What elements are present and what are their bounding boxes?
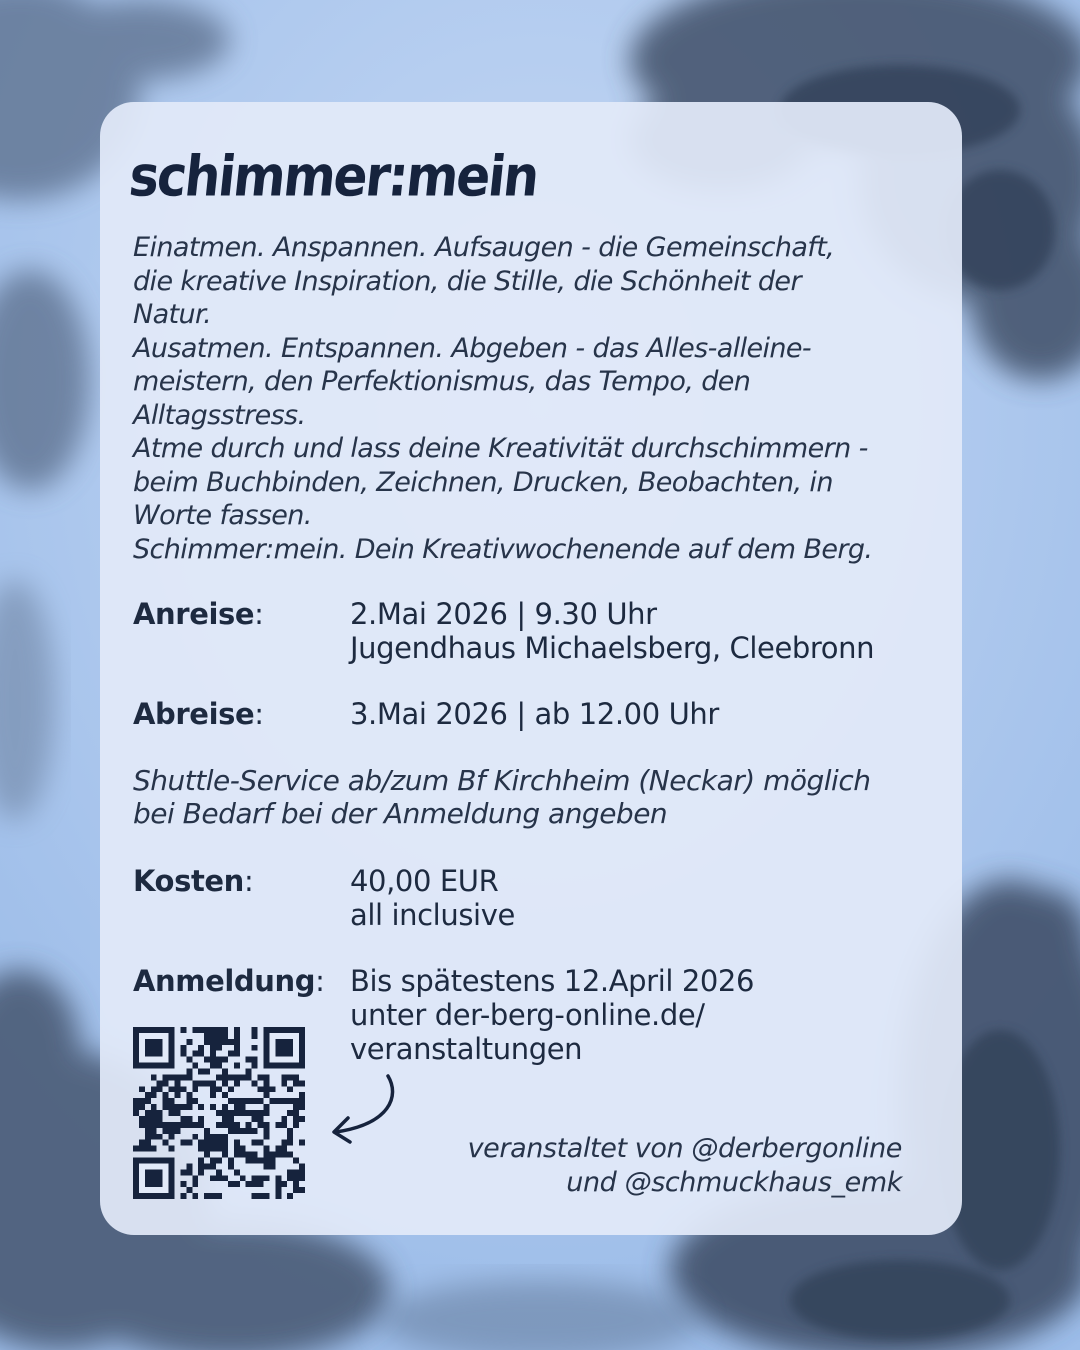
organizer-credit [468,1132,902,1200]
intro-line: Worte fassen. [133,500,312,531]
intro-line: beim Buchbinden, Zeichnen, Drucken, Beobachten, in [133,466,833,498]
event-card [100,102,962,1235]
curved-arrow-icon [328,1072,403,1144]
anreise-value [350,597,874,665]
intro-line: Atme durch und lass deine Kreativität durchschimmern - [133,433,868,464]
anreise-location: Jugendhaus Michaelsberg, Cleebronn [350,631,875,665]
intro-line: Ausatmen. Entspannen. Abgeben - das Alles-alleine- [133,332,812,364]
intro-line: meistern, den Perfektionismus, das Tempo, den [133,366,751,397]
intro-line: Natur. [133,299,212,330]
intro-line: die kreative Inspiration, die Stille, die Schönheit der [133,265,801,297]
anmeldung-url[interactable]: unter der-berg-online.de/ [350,998,705,1032]
kosten-note: all inclusive [350,898,515,932]
intro-line: Schimmer:mein. Dein Kreativwochenende auf dem Berg. [133,533,873,565]
abreise-date: 3.Mai 2026 | ab 12.00 Uhr [350,697,719,731]
qr-code-icon[interactable] [133,1027,305,1199]
kosten-value [350,864,515,932]
anmeldung-value [350,964,754,1066]
anreise-date: 2.Mai 2026 | 9.30 Uhr [350,597,657,631]
anreise-label: Anreise: [133,597,264,631]
anmeldung-url-cont[interactable]: veranstaltungen [350,1032,583,1066]
abreise-label: Abreise: [133,697,264,731]
shuttle-line: Shuttle-Service ab/zum Bf Kirchheim (Neckar) möglich [133,764,871,797]
kosten-price: 40,00 EUR [350,864,499,898]
intro-line: Alltagsstress. [133,399,306,431]
abreise-value [350,697,719,731]
shuttle-line: bei Bedarf bei der Anmeldung angeben [133,797,668,830]
kosten-label: Kosten: [133,864,254,898]
shuttle-note [133,764,953,830]
anmeldung-deadline: Bis spätestens 12.April 2026 [350,964,755,998]
intro-line: Einatmen. Anspannen. Aufsaugen - die Gemeinschaft, [133,232,835,263]
organizer-line: und @schmuckhaus_emk [566,1167,902,1198]
anmeldung-label: Anmeldung: [133,964,325,998]
organizer-line: veranstaltet von @derbergonline [467,1133,902,1164]
intro-text [133,231,953,566]
event-title: schimmer:mein [126,144,541,209]
